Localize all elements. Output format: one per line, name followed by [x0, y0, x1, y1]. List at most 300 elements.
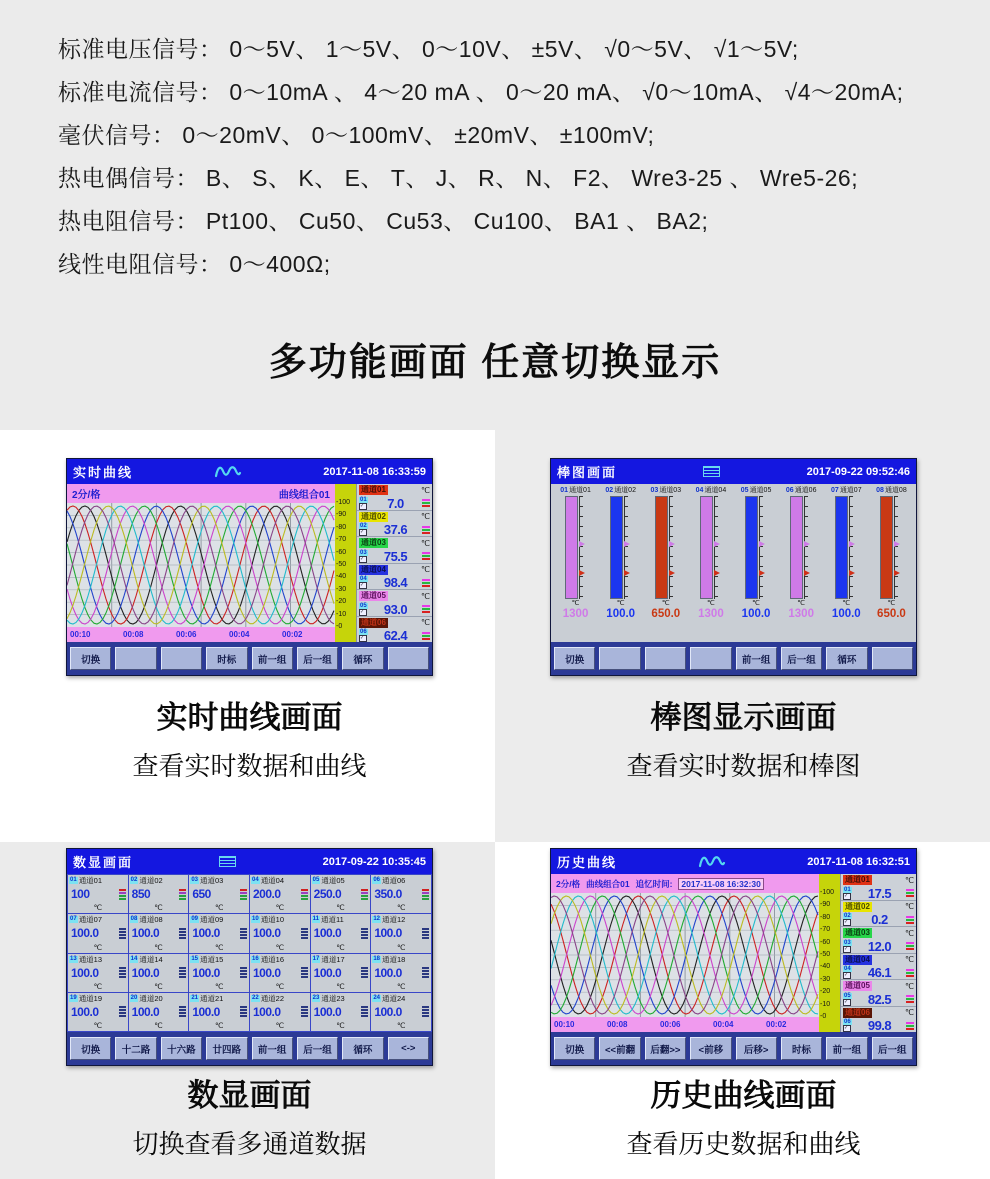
channel-name-label: 通道17 — [321, 954, 345, 964]
channel-value: 12.0 — [867, 938, 892, 954]
channel-value: 75.5 — [383, 548, 408, 564]
digital-channel-cell — [129, 993, 189, 1031]
channel-name-label: 通道01 — [361, 485, 386, 494]
screen-button[interactable]: <前移 — [690, 1037, 731, 1060]
time-axis-tick: 00:02 — [282, 630, 303, 639]
screen-body — [67, 484, 432, 642]
channel-checkbox[interactable]: ✓ — [359, 582, 367, 589]
bar-value: 100.0 — [741, 608, 771, 620]
bar-value: 1300 — [788, 608, 814, 620]
channel-number-badge: 04 — [252, 877, 259, 883]
channel-unit: ℃ — [214, 1021, 224, 1030]
y-axis-tick: - 90 — [820, 901, 830, 908]
screen-button[interactable]: 循环 — [826, 647, 867, 670]
digital-channel-cell — [189, 875, 249, 913]
screen-button-bar — [551, 1032, 916, 1065]
channel-value: 46.1 — [867, 965, 892, 980]
screen-title: 实时曲线 — [73, 465, 134, 480]
channel-status-bars-icon — [179, 967, 186, 978]
channel-value: 98.4 — [383, 575, 408, 590]
channel-checkbox[interactable]: ✓ — [843, 1025, 851, 1032]
time-axis — [67, 627, 335, 642]
scale-per-div-label: 2分/格 — [556, 878, 581, 889]
channel-unit: ℃ — [421, 538, 430, 548]
screen-button[interactable]: <<前翻 — [599, 1037, 640, 1060]
bar-channel — [734, 486, 779, 642]
channel-unit: ℃ — [93, 1021, 103, 1030]
y-axis-tick: - 80 — [820, 914, 830, 921]
y-axis-tick: - 50 — [820, 951, 830, 958]
channel-number-badge: 01 — [844, 886, 851, 893]
channel-status-bars-icon — [301, 1006, 308, 1017]
channel-status-bars-icon — [422, 928, 429, 939]
bar-channel-name: 通道08 — [884, 487, 907, 494]
screen-button-blank[interactable] — [690, 647, 731, 670]
channel-name-label: 通道21 — [200, 993, 224, 1003]
time-axis-tick: 00:06 — [660, 1020, 681, 1029]
channel-number-badge: 24 — [373, 994, 381, 1001]
panel-history — [495, 842, 990, 1179]
y-axis-tick: - 0 — [336, 623, 342, 630]
screen-button[interactable]: 切换 — [554, 1037, 595, 1060]
channel-name-label: 通道09 — [200, 915, 224, 925]
screen-button[interactable]: 廿四路 — [206, 1037, 247, 1060]
channel-number-badge: 11 — [312, 916, 319, 923]
history-curve-screen — [550, 848, 917, 1066]
screen-button[interactable]: 后一组 — [781, 647, 822, 670]
time-axis-tick: 00:04 — [229, 630, 250, 639]
bar-unit: ℃ — [842, 600, 851, 607]
bar-channel-name: 通道02 — [614, 487, 636, 494]
bar-channel-name: 通道03 — [659, 487, 682, 494]
screen-button[interactable]: 循环 — [342, 647, 383, 670]
channel-status-bars-icon — [906, 916, 914, 924]
channel-name-label: 通道23 — [321, 993, 345, 1003]
bar-fill — [835, 496, 848, 599]
channel-checkbox[interactable]: ✓ — [359, 503, 367, 510]
channel-status-bars-icon — [119, 889, 126, 900]
channel-value: 850 — [131, 887, 151, 902]
channel-number-badge: 09 — [191, 916, 199, 923]
screen-button[interactable]: 后翻>> — [645, 1037, 686, 1060]
channel-checkbox[interactable]: ✓ — [843, 972, 851, 979]
channel-unit: ℃ — [336, 1021, 345, 1030]
screen-showcase — [0, 430, 990, 1179]
channel-name-label: 通道02 — [139, 876, 163, 885]
channel-unit: ℃ — [154, 981, 163, 991]
bar-scale-icon — [894, 496, 900, 599]
screen-button[interactable]: 前一组 — [252, 647, 293, 670]
recall-time-label: 追忆时间: — [635, 878, 673, 889]
bar-chart-area — [551, 484, 916, 642]
channel-checkbox[interactable]: ✓ — [843, 946, 851, 953]
bar-fill — [610, 496, 623, 599]
plot-header — [551, 874, 819, 893]
channel-number-badge: 19 — [70, 994, 77, 1001]
screen-datetime: 2017-09-22 09:52:46 — [806, 465, 910, 478]
bar-fill — [745, 496, 758, 599]
bar-channel-number: 08 — [876, 487, 884, 494]
channel-name-label: 通道01 — [78, 876, 103, 885]
channel-status-bars-icon — [119, 967, 126, 978]
time-axis-tick: 00:04 — [713, 1020, 734, 1029]
channel-status-bars-icon — [119, 928, 126, 939]
screen-datetime: 2017-09-22 10:35:45 — [322, 855, 426, 868]
channel-status-bars-icon — [422, 605, 430, 613]
screen-button-blank[interactable] — [161, 647, 202, 670]
digital-channel-cell — [311, 914, 371, 952]
channel-number-badge: 06 — [844, 1019, 851, 1025]
channel-checkbox[interactable]: ✓ — [843, 893, 851, 900]
channel-unit: ℃ — [421, 512, 430, 521]
caption-subtitle: 查看历史数据和曲线 — [626, 1129, 861, 1159]
y-axis-tick: - 40 — [336, 573, 346, 580]
channel-number-badge: 03 — [844, 939, 851, 946]
channel-name-label: 通道08 — [139, 915, 163, 925]
channel-block — [357, 511, 432, 538]
channel-unit: ℃ — [214, 942, 224, 952]
alarm-marker-icon — [624, 541, 630, 547]
y-axis-tick: - 50 — [336, 561, 346, 568]
channel-unit: ℃ — [905, 1008, 914, 1017]
y-axis-scale — [335, 484, 356, 642]
y-axis-tick: - 20 — [336, 598, 346, 605]
digital-channel-cell — [129, 875, 189, 913]
digital-channel-cell — [250, 993, 310, 1031]
digital-channel-grid — [67, 874, 432, 1032]
channel-value: 100.0 — [192, 1004, 220, 1019]
spec-line-millivolt: 毫伏信号： 0～20mV、 0～100mV、 ±20mV、 ±100mV; — [58, 122, 655, 148]
screen-title: 棒图画面 — [557, 465, 618, 480]
channel-number-badge: 15 — [191, 955, 199, 962]
waveform-logo-icon — [621, 855, 803, 868]
digital-channel-cell — [189, 993, 249, 1031]
panel-digital — [0, 842, 495, 1179]
channel-value: 100.0 — [374, 965, 402, 980]
time-axis-tick: 00:10 — [70, 630, 91, 639]
channel-value: 650 — [192, 887, 211, 902]
channel-unit: ℃ — [336, 903, 345, 913]
digital-channel-cell — [250, 954, 310, 992]
channel-value: 350.0 — [374, 887, 402, 902]
screen-button[interactable]: 后一组 — [297, 1037, 338, 1060]
bar-scale-icon — [714, 496, 720, 599]
channel-name-label: 通道04 — [260, 876, 285, 885]
screen-button[interactable]: 切换 — [70, 647, 111, 670]
alarm-marker-icon — [669, 570, 675, 576]
screen-button[interactable]: 前一组 — [826, 1037, 867, 1060]
alarm-marker-icon — [849, 570, 855, 576]
screen-button[interactable]: 后一组 — [297, 647, 338, 670]
channel-number-badge: 05 — [844, 992, 851, 999]
alarm-marker-icon — [759, 541, 765, 547]
screen-titlebar — [551, 459, 916, 484]
channel-name-label: 通道03 — [200, 876, 224, 885]
channel-unit: ℃ — [905, 875, 914, 885]
channel-value: 99.8 — [867, 1018, 892, 1032]
channel-name-label: 通道06 — [845, 1007, 870, 1017]
screen-button[interactable]: 循环 — [342, 1037, 383, 1060]
y-axis-scale — [819, 874, 840, 1032]
bar-fill — [700, 496, 713, 599]
digital-display-screen — [66, 848, 433, 1066]
screen-button[interactable]: 后移> — [736, 1037, 777, 1060]
screen-button[interactable]: 时标 — [206, 647, 247, 670]
channel-name-label: 通道05 — [361, 591, 386, 600]
caption-title: 历史曲线画面 — [650, 1078, 837, 1113]
channel-number-badge: 02 — [130, 877, 138, 883]
channel-checkbox[interactable]: ✓ — [359, 609, 367, 616]
screen-button[interactable]: <-> — [388, 1037, 429, 1060]
channel-block — [841, 954, 916, 981]
bar-scale-icon — [804, 496, 810, 599]
channel-status-bars-icon — [240, 1006, 247, 1017]
channel-status-bars-icon — [179, 928, 186, 939]
bar-scale-icon — [579, 496, 585, 599]
channel-unit: ℃ — [336, 981, 345, 991]
curve-plot — [551, 893, 819, 1017]
digital-channel-cell — [311, 875, 371, 913]
screen-button[interactable]: 前一组 — [736, 647, 777, 670]
channel-status-bars-icon — [422, 967, 429, 978]
channel-unit: ℃ — [396, 942, 406, 952]
y-axis-tick: - 100 — [336, 499, 350, 506]
digital-channel-cell — [68, 993, 128, 1031]
curve-group-label: 曲线组合01 — [586, 878, 630, 889]
alarm-marker-icon — [759, 570, 765, 576]
grid-logo-icon — [621, 466, 803, 477]
bar-scale-icon — [624, 496, 630, 599]
channel-number-badge: 13 — [70, 955, 77, 962]
y-axis-tick: - 60 — [336, 549, 346, 556]
digital-channel-cell — [189, 914, 249, 952]
channel-status-bars-icon — [361, 967, 368, 978]
channel-value: 100.0 — [313, 965, 342, 980]
screen-button-blank[interactable] — [599, 647, 640, 670]
caption-title: 数显画面 — [187, 1078, 312, 1113]
channel-name-label: 通道20 — [139, 993, 163, 1003]
screen-button-bar — [67, 642, 432, 675]
bar-channel-number: 04 — [695, 487, 704, 494]
channel-unit: ℃ — [275, 903, 285, 913]
time-axis-tick: 00:10 — [554, 1020, 575, 1029]
spec-line-rtd: 热电阻信号： Pt100、 Cu50、 Cu53、 Cu100、 BA1 、 BA2; — [58, 208, 709, 234]
channel-status-bars-icon — [179, 889, 186, 900]
bar-channel-number: 02 — [605, 487, 614, 494]
channel-value: 100.0 — [374, 1004, 402, 1019]
channel-checkbox[interactable]: ✓ — [843, 919, 851, 926]
digital-channel-cell — [371, 914, 431, 952]
channel-name-label: 通道05 — [845, 981, 870, 990]
channel-status-bars-icon — [422, 579, 430, 587]
channel-name-label: 通道24 — [382, 993, 406, 1003]
channel-unit: ℃ — [905, 902, 914, 911]
alarm-marker-icon — [849, 541, 855, 547]
channel-block — [357, 590, 432, 617]
channel-number-badge: 18 — [373, 955, 381, 962]
channel-number-badge: 10 — [252, 916, 259, 923]
y-axis-tick: - 20 — [820, 988, 830, 995]
spec-line-current: 标准电流信号： 0～10mA 、 4～20 mA 、 0～20 mA、 √0～10mA、 √4～20mA; — [58, 79, 904, 105]
alarm-marker-icon — [714, 570, 720, 576]
y-axis-tick: - 80 — [336, 524, 346, 531]
channel-name-label: 通道06 — [361, 617, 386, 627]
channel-name-label: 通道06 — [382, 876, 406, 885]
y-axis-tick: - 10 — [820, 1001, 830, 1008]
digital-channel-cell — [129, 954, 189, 992]
bar-channel — [598, 486, 643, 642]
bar-value: 1300 — [562, 608, 589, 620]
screen-titlebar — [67, 459, 432, 484]
channel-name-label: 通道16 — [260, 954, 285, 964]
bar-unit: ℃ — [797, 600, 806, 607]
channel-value: 200.0 — [253, 887, 281, 902]
screen-button-blank[interactable] — [645, 647, 686, 670]
channel-number-badge: 02 — [360, 523, 367, 529]
bar-scale-icon — [759, 496, 765, 599]
channel-unit: ℃ — [154, 1021, 163, 1030]
screen-button-blank[interactable] — [388, 647, 429, 670]
channel-status-bars-icon — [422, 632, 430, 640]
bar-unit: ℃ — [707, 600, 715, 607]
channel-name-label: 通道10 — [260, 915, 285, 925]
channel-value: 0.2 — [871, 912, 888, 927]
channel-name-label: 通道19 — [78, 993, 103, 1003]
caption-title: 棒图显示画面 — [650, 700, 837, 735]
channel-value: 100.0 — [253, 965, 281, 980]
channel-name-label: 通道05 — [321, 876, 345, 885]
channel-unit: ℃ — [214, 903, 224, 913]
channel-name-label: 通道22 — [260, 993, 285, 1003]
bar-channel — [643, 486, 688, 642]
channel-number-badge: 08 — [130, 916, 138, 923]
channel-name-label: 通道18 — [382, 954, 406, 964]
bar-channel-name: 通道01 — [569, 487, 591, 494]
channel-value: 100.0 — [192, 926, 220, 941]
screen-button[interactable]: 切换 — [70, 1037, 111, 1060]
channel-block — [357, 537, 432, 564]
y-axis-tick: - 90 — [336, 511, 346, 518]
channel-block — [841, 980, 916, 1007]
channel-value: 82.5 — [867, 991, 892, 1007]
channel-value: 100.0 — [253, 1004, 281, 1019]
channel-number-badge: 05 — [360, 602, 367, 609]
y-axis-tick: - 60 — [820, 939, 830, 946]
caption-subtitle: 切换查看多通道数据 — [132, 1129, 367, 1159]
channel-name-label: 通道11 — [321, 915, 344, 925]
channel-number-badge: 03 — [360, 549, 367, 556]
channel-block — [841, 927, 916, 954]
bar-fill — [880, 496, 893, 599]
channel-number-badge: 04 — [360, 576, 367, 582]
channel-number-badge: 22 — [252, 994, 259, 1001]
alarm-marker-icon — [804, 541, 810, 547]
bar-channel — [688, 486, 733, 642]
channel-name-label: 通道04 — [845, 954, 870, 964]
channel-value: 100.0 — [313, 1004, 342, 1019]
channel-block — [841, 1007, 916, 1033]
bar-channel-name: 通道05 — [749, 487, 772, 494]
screen-title: 数显画面 — [73, 855, 134, 870]
channel-unit: ℃ — [396, 1021, 406, 1030]
channel-checkbox[interactable]: ✓ — [359, 635, 367, 642]
y-axis-tick: - 40 — [820, 963, 830, 970]
digital-channel-cell — [311, 993, 371, 1031]
channel-status-bars-icon — [906, 942, 914, 950]
channel-unit: ℃ — [421, 591, 430, 601]
channel-status-bars-icon — [301, 889, 308, 900]
channel-value: 100.0 — [71, 965, 99, 980]
channel-status-bars-icon — [422, 499, 430, 507]
caption-subtitle: 查看实时数据和曲线 — [132, 751, 367, 781]
channel-name-label: 通道14 — [139, 954, 163, 964]
screen-button-blank[interactable] — [115, 647, 156, 670]
time-axis-tick: 00:02 — [766, 1020, 787, 1029]
channel-block — [841, 874, 916, 901]
digital-channel-cell — [371, 993, 431, 1031]
screen-button[interactable]: 前一组 — [252, 1037, 293, 1060]
channel-value: 7.0 — [387, 495, 404, 511]
channel-status-bars-icon — [301, 928, 308, 939]
channel-value: 100.0 — [71, 1004, 99, 1019]
screen-button[interactable]: 时标 — [781, 1037, 822, 1060]
screen-button[interactable]: 后一组 — [872, 1037, 913, 1060]
channel-number-badge: 04 — [844, 966, 851, 972]
alarm-marker-icon — [804, 570, 810, 576]
channel-status-bars-icon — [906, 995, 914, 1003]
channel-number-badge: 12 — [373, 916, 381, 923]
screen-button-blank[interactable] — [872, 647, 913, 670]
screen-button[interactable]: 十六路 — [161, 1037, 202, 1060]
channel-checkbox[interactable]: ✓ — [359, 556, 367, 563]
screen-datetime: 2017-11-08 16:32:51 — [807, 855, 910, 868]
channel-status-bars-icon — [422, 889, 429, 900]
channel-unit: ℃ — [421, 618, 430, 627]
channel-unit: ℃ — [154, 903, 163, 913]
bar-unit: ℃ — [616, 600, 625, 607]
digital-channel-cell — [68, 914, 128, 952]
channel-number-badge: 01 — [70, 877, 77, 883]
panel-realtime — [0, 430, 495, 842]
channel-name-label: 通道01 — [845, 875, 870, 884]
y-axis-tick: - 70 — [336, 536, 346, 543]
screen-button[interactable]: 十二路 — [115, 1037, 156, 1060]
bar-scale-icon — [849, 496, 855, 599]
bar-channel-name: 通道04 — [704, 487, 727, 494]
channel-block — [841, 901, 916, 928]
bar-unit: ℃ — [571, 600, 580, 607]
screen-button[interactable]: 切换 — [554, 647, 595, 670]
bargraph-screen — [550, 458, 917, 676]
panel-caption — [560, 692, 927, 783]
bar-fill — [565, 496, 578, 599]
channel-checkbox[interactable]: ✓ — [843, 999, 851, 1006]
y-axis-tick: - 30 — [336, 586, 346, 593]
bar-channel-number: 07 — [831, 487, 839, 494]
channel-value: 62.4 — [383, 628, 408, 642]
channel-name-label: 通道03 — [845, 928, 870, 937]
channel-value: 37.6 — [383, 522, 408, 537]
channel-status-bars-icon — [361, 1006, 368, 1017]
bar-channel — [779, 486, 824, 642]
alarm-marker-icon — [894, 541, 900, 547]
bar-value: 1300 — [698, 608, 724, 620]
digital-channel-cell — [371, 875, 431, 913]
digital-channel-cell — [311, 954, 371, 992]
channel-name-label: 通道13 — [78, 954, 103, 964]
channel-number-badge: 23 — [312, 994, 320, 1001]
channel-checkbox[interactable]: ✓ — [359, 529, 367, 536]
